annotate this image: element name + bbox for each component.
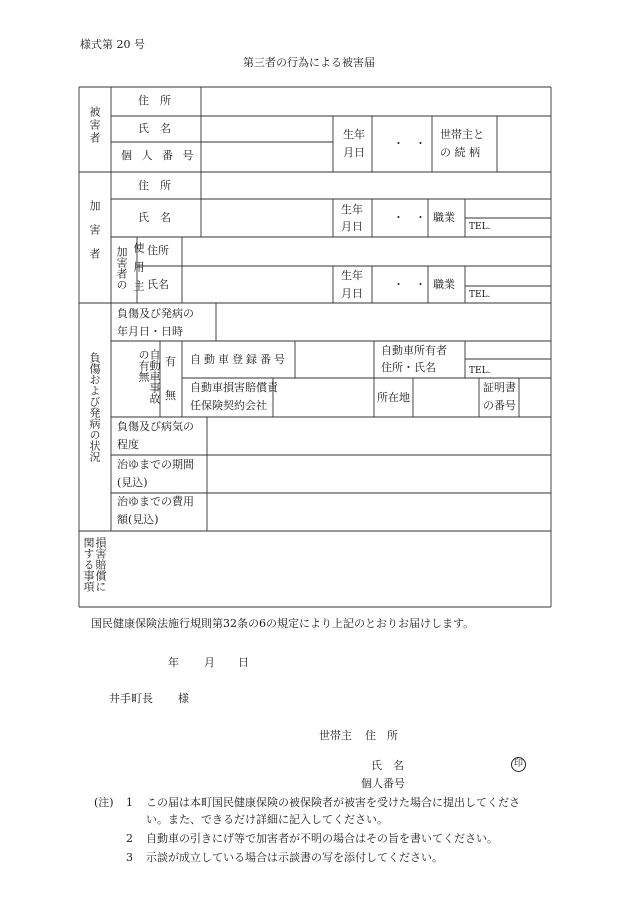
injury-section-label: 負傷および発病の状況 [88, 352, 101, 462]
assailant-tel-label: TEL. [469, 222, 491, 232]
victim-birth-label-2: 月日 [343, 146, 365, 159]
note-3-number: 3 [126, 851, 133, 864]
form-number: 様式第 20 号 [80, 38, 145, 51]
victim-birth-date: ・ ・ [393, 137, 426, 150]
employer-label: 使用主 [132, 242, 145, 299]
recovery-cost-label-2: 額(見込) [117, 513, 159, 526]
recovery-period-label-1: 治ゆまでの期間 [117, 458, 194, 471]
employer-occupation-label: 職業 [433, 278, 455, 291]
note-1-number: 1 [126, 796, 133, 809]
assailant-birth-label-2: 月日 [341, 220, 363, 233]
note-3-text: 示談が成立している場合は示談書の写を添付してください。 [146, 851, 443, 864]
victim-birth-label-1: 生年 [343, 128, 365, 141]
victim-relation-label-2: の 続 柄 [440, 146, 480, 159]
victim-relation-label-1: 世帯主と [440, 128, 484, 141]
note-1-line-2: い。また、できるだけ詳細に記入してください。 [146, 813, 388, 826]
note-2-number: 2 [126, 832, 133, 845]
declaration-statement: 国民健康保険法施行規則第32条の6の規定により上記のとおりお届けします。 [91, 617, 475, 630]
assailant-birth-date: ・ ・ [393, 211, 426, 224]
car-owner-label-2: 住所・氏名 [381, 361, 436, 374]
date-month-label: 月 [204, 656, 215, 669]
victim-section-label: 被害者 [88, 106, 101, 145]
employer-tel-label: TEL. [469, 290, 491, 300]
assailant-section-label: 加害者 [88, 200, 101, 272]
date-year-label: 年 [168, 656, 179, 669]
injury-degree-label-1: 負傷及び病気の [117, 420, 194, 433]
employer-of-assailant-label: 加害者の [115, 246, 128, 290]
date-day-label: 日 [238, 656, 249, 669]
employer-birth-date: ・ ・ [393, 278, 426, 291]
householder-id-label: 個人番号 [361, 777, 405, 790]
recovery-cost-label-1: 治ゆまでの費用 [117, 495, 194, 508]
auto-accident-none: 無 [165, 389, 176, 402]
addressee: 井手町長 [109, 692, 153, 705]
injury-degree-label-2: 程度 [117, 438, 139, 451]
seal-mark: 印 [511, 757, 526, 772]
victim-address-label: 住 所 [138, 94, 171, 107]
assailant-address-label: 住 所 [138, 179, 171, 192]
employer-address-label: 住所 [147, 244, 169, 257]
employer-birth-label-2: 月日 [341, 287, 363, 300]
car-owner-label-1: 自動車所有者 [381, 344, 447, 357]
car-registration-label: 自動車登録番号 [190, 353, 288, 366]
insurer-label-2: 任保険契約会社 [190, 399, 267, 412]
assailant-name-label: 氏 名 [138, 211, 171, 224]
notes-label: (注) [94, 796, 114, 809]
employer-name-label: 氏名 [147, 278, 169, 291]
form-title: 第三者の行為による被害届 [243, 56, 375, 69]
note-1-line-1: この届は本町国民健康保険の被保険者が被害を受けた場合に提出してくださ [146, 796, 520, 809]
injury-date-label-2: 年月日・日時 [117, 325, 183, 338]
certificate-label-1: 証明書 [483, 381, 516, 394]
car-owner-tel-label: TEL. [469, 366, 491, 376]
assailant-occupation-label: 職業 [433, 211, 455, 224]
auto-accident-has: 有 [165, 355, 176, 368]
recovery-period-label-2: (見込) [117, 476, 148, 489]
householder-name-label: 氏 名 [371, 759, 404, 772]
damages-section-label: 損害賠償に関する事項 [82, 537, 107, 592]
insurer-location-label: 所在地 [377, 391, 410, 404]
householder-label: 世帯主 [319, 729, 352, 742]
insurer-label-1: 自動車損害賠償責 [190, 381, 278, 394]
employer-birth-label-1: 生年 [341, 269, 363, 282]
injury-date-label-1: 負傷及び発病の [117, 307, 194, 320]
certificate-label-2: の番号 [483, 399, 516, 412]
victim-name-label: 氏 名 [138, 122, 171, 135]
auto-accident-label: 自動車事故の有無 [137, 349, 161, 404]
householder-address-label: 住 所 [365, 729, 398, 742]
victim-id-label: 個 人 番 号 [121, 149, 197, 162]
note-2-text: 自動車の引きにげ等で加害者が不明の場合はその旨を書いてください。 [146, 832, 498, 845]
addressee-honorific: 様 [178, 692, 189, 705]
assailant-birth-label-1: 生年 [341, 203, 363, 216]
